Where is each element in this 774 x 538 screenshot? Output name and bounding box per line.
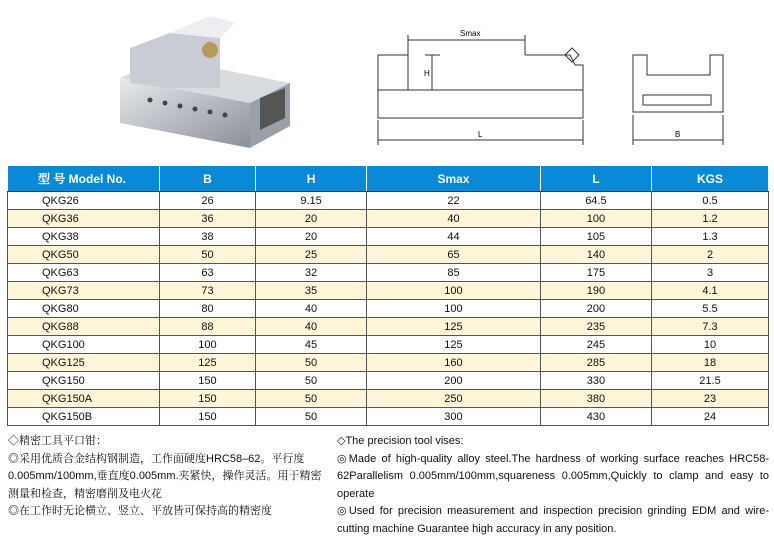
cell-b: 125 bbox=[160, 354, 256, 372]
cell-kgs: 4.1 bbox=[652, 282, 769, 300]
cell-kgs: 1.3 bbox=[652, 228, 769, 246]
table-row bbox=[8, 354, 769, 372]
cell-smax: 100 bbox=[367, 282, 541, 300]
header-kgs: KGS bbox=[652, 166, 769, 192]
h-label: H bbox=[424, 69, 430, 78]
side-view-drawing bbox=[625, 40, 730, 150]
table-row bbox=[8, 408, 769, 426]
cell-model: QKG73 bbox=[8, 282, 160, 300]
cell-kgs: 3 bbox=[652, 264, 769, 282]
cell-smax: 65 bbox=[367, 246, 541, 264]
table-row bbox=[8, 300, 769, 318]
cell-l: 380 bbox=[540, 390, 651, 408]
cell-model: QKG26 bbox=[8, 192, 160, 210]
cell-h: 20 bbox=[255, 210, 366, 228]
cell-model: QKG38 bbox=[8, 228, 160, 246]
cell-b: 38 bbox=[160, 228, 256, 246]
cell-h: 40 bbox=[255, 318, 366, 336]
cell-h: 50 bbox=[255, 390, 366, 408]
table-row bbox=[8, 264, 769, 282]
cell-smax: 300 bbox=[367, 408, 541, 426]
cell-l: 430 bbox=[540, 408, 651, 426]
cn-line: ◇精密工具平口钳： bbox=[8, 435, 107, 447]
cell-l: 285 bbox=[540, 354, 651, 372]
table-row bbox=[8, 210, 769, 228]
cell-model: QKG80 bbox=[8, 300, 160, 318]
cell-kgs: 7.3 bbox=[652, 318, 769, 336]
table-row bbox=[8, 282, 769, 300]
cell-l: 235 bbox=[540, 318, 651, 336]
cell-smax: 125 bbox=[367, 336, 541, 354]
spec-table bbox=[7, 165, 769, 426]
b-label: B bbox=[675, 130, 681, 139]
cell-smax: 100 bbox=[367, 300, 541, 318]
header-h: H bbox=[255, 166, 366, 192]
cn-line: ◎采用优质合金结构钢制造，工作面硬度HRC58–62。平行度0.005mm/100mm,垂直度0.005mm.夹紧快，操作灵活。用于精密测量和检查，精密磨削及电火花 bbox=[8, 452, 322, 500]
cell-b: 88 bbox=[160, 318, 256, 336]
cell-b: 100 bbox=[160, 336, 256, 354]
cell-smax: 44 bbox=[367, 228, 541, 246]
cell-model: QKG100 bbox=[8, 336, 160, 354]
cell-kgs: 10 bbox=[652, 336, 769, 354]
cell-l: 175 bbox=[540, 264, 651, 282]
cell-kgs: 2 bbox=[652, 246, 769, 264]
cell-b: 50 bbox=[160, 246, 256, 264]
cell-b: 26 bbox=[160, 192, 256, 210]
cell-l: 245 bbox=[540, 336, 651, 354]
header-b: B bbox=[160, 166, 256, 192]
cell-b: 36 bbox=[160, 210, 256, 228]
cell-h: 50 bbox=[255, 372, 366, 390]
cell-l: 190 bbox=[540, 282, 651, 300]
cell-b: 73 bbox=[160, 282, 256, 300]
cell-l: 330 bbox=[540, 372, 651, 390]
cell-b: 150 bbox=[160, 408, 256, 426]
cell-kgs: 18 bbox=[652, 354, 769, 372]
cell-h: 20 bbox=[255, 228, 366, 246]
cell-h: 40 bbox=[255, 300, 366, 318]
cell-b: 150 bbox=[160, 372, 256, 390]
cell-h: 35 bbox=[255, 282, 366, 300]
cell-kgs: 5.5 bbox=[652, 300, 769, 318]
cell-model: QKG50 bbox=[8, 246, 160, 264]
header-l: L bbox=[540, 166, 651, 192]
cell-model: QKG150 bbox=[8, 372, 160, 390]
cell-kgs: 21.5 bbox=[652, 372, 769, 390]
cell-smax: 40 bbox=[367, 210, 541, 228]
table-row bbox=[8, 228, 769, 246]
l-label: L bbox=[478, 130, 483, 139]
cell-l: 140 bbox=[540, 246, 651, 264]
cell-l: 64.5 bbox=[540, 192, 651, 210]
cell-model: QKG150B bbox=[8, 408, 160, 426]
cell-model: QKG150A bbox=[8, 390, 160, 408]
table-row bbox=[8, 372, 769, 390]
table-header bbox=[8, 166, 769, 192]
table-row bbox=[8, 192, 769, 210]
cell-h: 50 bbox=[255, 408, 366, 426]
cell-smax: 125 bbox=[367, 318, 541, 336]
cell-smax: 200 bbox=[367, 372, 541, 390]
cell-model: QKG125 bbox=[8, 354, 160, 372]
cell-kgs: 24 bbox=[652, 408, 769, 426]
cell-smax: 22 bbox=[367, 192, 541, 210]
cell-l: 105 bbox=[540, 228, 651, 246]
cell-model: QKG63 bbox=[8, 264, 160, 282]
cell-l: 100 bbox=[540, 210, 651, 228]
cell-h: 32 bbox=[255, 264, 366, 282]
cell-l: 200 bbox=[540, 300, 651, 318]
table-row bbox=[8, 390, 769, 408]
cell-smax: 250 bbox=[367, 390, 541, 408]
cell-b: 63 bbox=[160, 264, 256, 282]
cell-model: QKG88 bbox=[8, 318, 160, 336]
header-model: 型 号 Model No. bbox=[8, 166, 160, 192]
description-chinese bbox=[8, 433, 328, 521]
cell-h: 9.15 bbox=[255, 192, 366, 210]
cell-h: 50 bbox=[255, 354, 366, 372]
table-row bbox=[8, 246, 769, 264]
front-view-drawing bbox=[370, 20, 590, 150]
cell-b: 80 bbox=[160, 300, 256, 318]
vise-photo bbox=[110, 8, 295, 153]
cell-h: 25 bbox=[255, 246, 366, 264]
en-line: ◎Used for precision measurement and inspection precision grinding EDM and wire-cutting machine Guarantee high accuracy in any position. bbox=[337, 505, 769, 535]
cell-smax: 160 bbox=[367, 354, 541, 372]
cell-kgs: 23 bbox=[652, 390, 769, 408]
table-row bbox=[8, 318, 769, 336]
smax-label: Smax bbox=[460, 29, 481, 38]
cn-line: ◎在工作时无论横立、竖立、平放皆可保持高的精密度 bbox=[8, 505, 272, 517]
description-english bbox=[337, 433, 769, 538]
cell-kgs: 1.2 bbox=[652, 210, 769, 228]
cell-smax: 85 bbox=[367, 264, 541, 282]
en-line: ◎Made of high-quality alloy steel.The hardness of working surface reaches HRC58-62Parallelism 0.005mm/100mm,squareness 0.005mm,Quickly to clamp and easy to operate bbox=[337, 452, 769, 500]
cell-b: 150 bbox=[160, 390, 256, 408]
table-row bbox=[8, 336, 769, 354]
en-line: ◇The precision tool vises: bbox=[337, 435, 464, 447]
cell-model: QKG36 bbox=[8, 210, 160, 228]
cell-kgs: 0.5 bbox=[652, 192, 769, 210]
cell-h: 45 bbox=[255, 336, 366, 354]
header-smax: Smax bbox=[367, 166, 541, 192]
